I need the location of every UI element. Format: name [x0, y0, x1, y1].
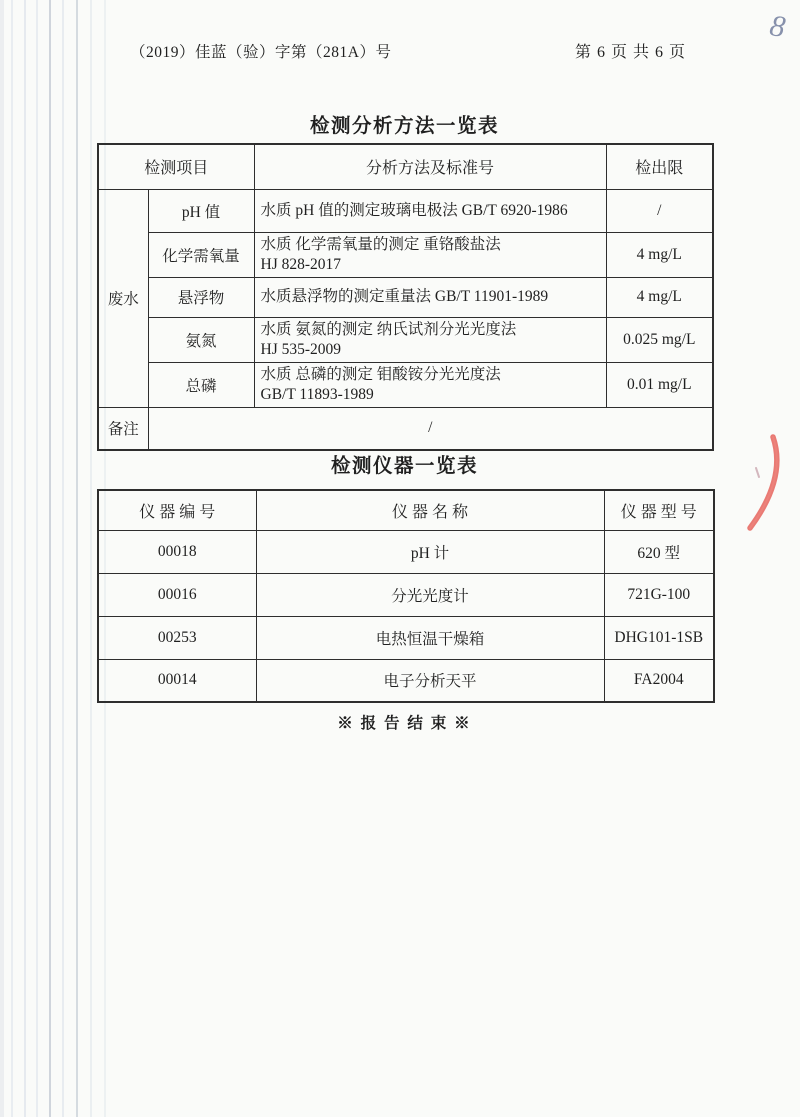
instrument-no-cell: 00016	[98, 573, 256, 616]
method-cell	[254, 362, 606, 407]
instruments-table	[97, 489, 715, 703]
limit-cell: 4 mg/L	[606, 232, 713, 277]
remark-row	[98, 407, 713, 450]
table-row	[98, 659, 714, 702]
method-line: 水质 总磷的测定 钼酸铵分光光度法	[260, 365, 501, 383]
table-row	[98, 232, 713, 277]
methods-table-title: 检测分析方法一览表	[309, 116, 499, 137]
page-indicator: 第 6 页 共 6 页	[575, 44, 687, 61]
instrument-name-cell: pH 计	[256, 530, 604, 573]
instrument-no-cell: 00018	[98, 530, 256, 573]
table-row	[98, 573, 714, 616]
scan-line	[24, 0, 26, 1117]
table-row	[98, 362, 713, 407]
method-line: GB/T 11893-1989	[260, 385, 374, 403]
table-row	[98, 616, 714, 659]
limit-cell: 4 mg/L	[606, 277, 713, 317]
report-end-text: ※ 报 告 结 束 ※	[337, 715, 472, 732]
method-cell	[254, 232, 606, 277]
instrument-model-cell: DHG101-1SB	[604, 616, 714, 659]
method-line: 水质 氨氮的测定 纳氏试剂分光光度法	[260, 320, 517, 338]
scan-line	[90, 0, 92, 1117]
scan-line	[49, 0, 51, 1117]
method-line: HJ 828-2017	[260, 255, 342, 273]
instrument-no-cell: 00253	[98, 616, 256, 659]
handwritten-page-number: 8	[767, 9, 788, 44]
header-cell-instrument-model: 仪 器 型 号	[604, 490, 714, 530]
table-row	[98, 277, 713, 317]
limit-cell: 0.01 mg/L	[606, 362, 713, 407]
instrument-model-cell: 721G-100	[604, 573, 714, 616]
item-cell: pH 值	[148, 189, 254, 232]
scan-line	[11, 0, 13, 1117]
methods-table-header-row	[98, 144, 713, 189]
limit-cell: 0.025 mg/L	[606, 317, 713, 362]
item-cell: 总磷	[148, 362, 254, 407]
item-cell: 化学需氧量	[148, 232, 254, 277]
method-cell	[254, 277, 606, 317]
method-line: 水质 pH 值的测定玻璃电极法 GB/T 6920-1986	[260, 201, 568, 219]
instrument-model-cell: 620 型	[604, 530, 714, 573]
scan-line	[76, 0, 78, 1117]
remark-value-cell: /	[148, 407, 713, 450]
table-row	[98, 530, 714, 573]
remark-label-cell: 备注	[98, 407, 148, 450]
header-cell-instrument-no: 仪 器 编 号	[98, 490, 256, 530]
scan-line	[36, 0, 38, 1117]
instrument-model-cell: FA2004	[604, 659, 714, 702]
instrument-name-cell: 电热恒温干燥箱	[256, 616, 604, 659]
scan-line	[62, 0, 64, 1117]
page-edge-shadow	[0, 0, 4, 1117]
limit-cell: /	[606, 189, 713, 232]
method-cell	[254, 317, 606, 362]
method-line: 水质悬浮物的测定重量法 GB/T 11901-1989	[260, 288, 549, 305]
report-number: （2019）佳蓝（验）字第（281A）号	[130, 44, 392, 61]
header-cell-limit: 检出限	[606, 144, 713, 189]
instrument-name-cell: 电子分析天平	[256, 659, 604, 702]
table-row	[98, 189, 713, 232]
item-cell: 氨氮	[148, 317, 254, 362]
header-cell-item: 检测项目	[98, 144, 254, 189]
instrument-name-cell: 分光光度计	[256, 573, 604, 616]
instrument-no-cell: 00014	[98, 659, 256, 702]
method-cell	[254, 189, 606, 232]
instruments-table-title: 检测仪器一览表	[330, 456, 478, 477]
methods-table	[97, 143, 714, 451]
table-row	[98, 317, 713, 362]
method-line: HJ 535-2009	[260, 340, 342, 358]
instruments-table-header-row	[98, 490, 714, 530]
sample-type-cell: 废水	[98, 189, 148, 407]
red-pen-mark	[740, 426, 795, 541]
header-cell-instrument-name: 仪 器 名 称	[256, 490, 604, 530]
header-cell-method: 分析方法及标准号	[254, 144, 606, 189]
method-line: 水质 化学需氧量的测定 重铬酸盐法	[260, 235, 501, 253]
item-cell: 悬浮物	[148, 277, 254, 317]
